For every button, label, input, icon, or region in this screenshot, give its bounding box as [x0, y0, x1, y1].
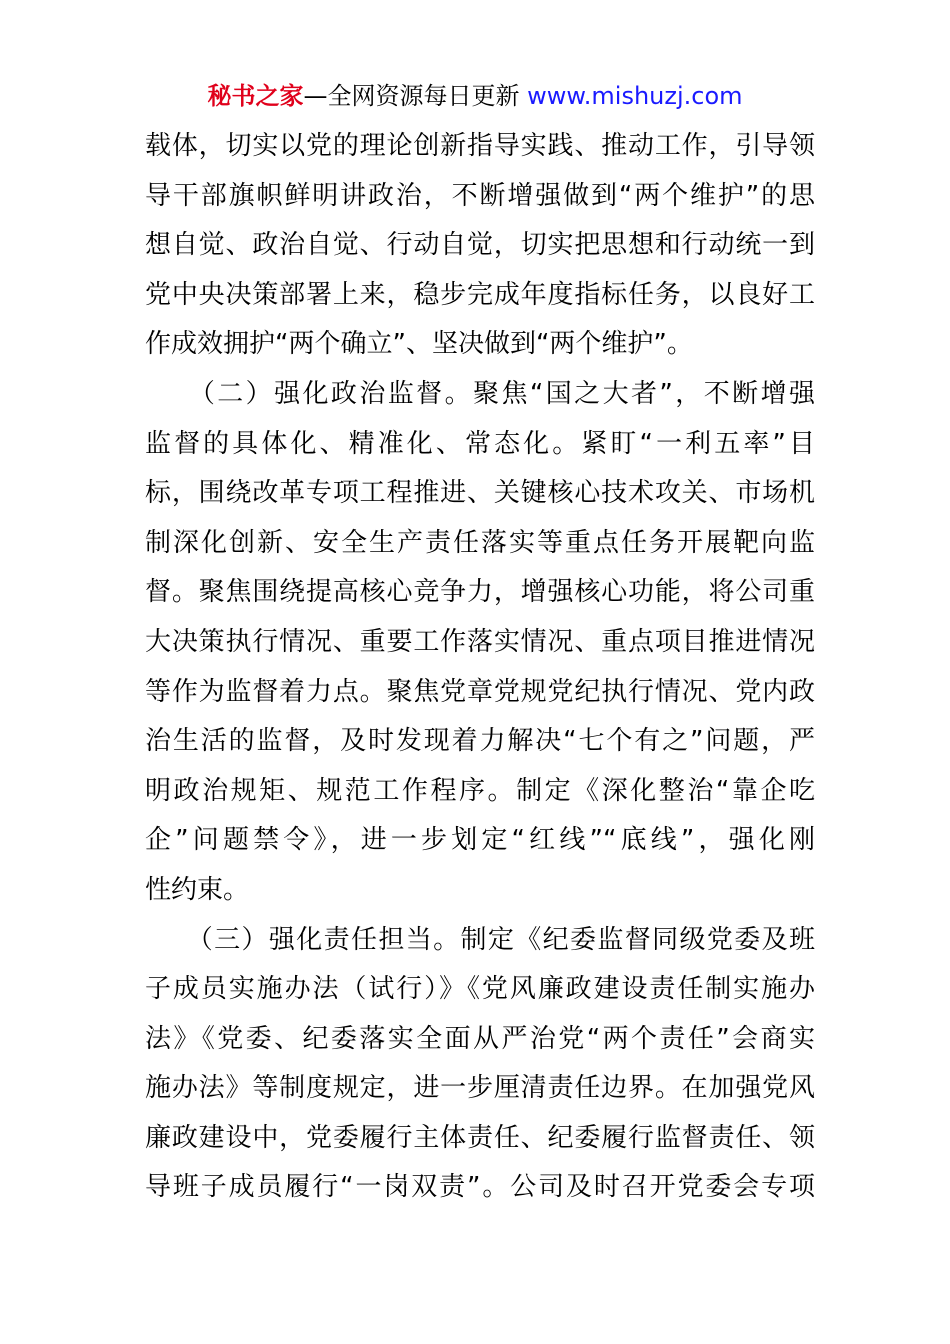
text-line: 作成效拥护“两个确立”、坚决做到“两个维护”。	[145, 329, 693, 360]
text-line: 督。聚焦围绕提高核心竞争力，增强核心功能，将公司重	[145, 577, 815, 608]
text-line: 载体，切实以党的理论创新指导实践、推动工作，引导领	[145, 131, 815, 161]
site-brand: 秘书之家	[207, 82, 304, 110]
site-header	[0, 80, 950, 112]
text-line: 法》《党委、纪委落实全面从严治党“两个责任”会商实	[145, 1023, 815, 1054]
text-line: 制深化创新、安全生产责任落实等重点任务开展靶向监	[145, 527, 815, 558]
text-line: （二）强化政治监督。聚焦“国之大者”，不断增强	[145, 378, 815, 409]
document-body	[145, 122, 815, 1213]
site-tagline: —全网资源每日更新	[303, 82, 528, 110]
text-line: （三）强化责任担当。制定《纪委监督同级党委及班	[145, 924, 815, 955]
text-line: 性约束。	[145, 874, 250, 905]
text-line: 等作为监督着力点。聚焦党章党规党纪执行情况、党内政	[145, 676, 815, 707]
site-url-link[interactable]: www.mishuzj.com	[527, 82, 743, 110]
text-line: 企”问题禁令》，进一步划定“红线”“底线”，强化刚	[145, 825, 815, 856]
text-line: 施办法》等制度规定，进一步厘清责任边界。在加强党风	[145, 1073, 815, 1104]
text-line: 导干部旗帜鲜明讲政治，不断增强做到“两个维护”的思	[145, 180, 815, 211]
text-line: 标，围绕改革专项工程推进、关键核心技术攻关、市场机	[145, 478, 815, 509]
text-line: 大决策执行情况、重要工作落实情况、重点项目推进情况	[145, 626, 815, 657]
text-line: 治生活的监督，及时发现着力解决“七个有之”问题，严	[145, 726, 815, 757]
text-line: 党中央决策部署上来，稳步完成年度指标任务，以良好工	[145, 279, 815, 310]
text-line: 监督的具体化、精准化、常态化。紧盯“一利五率”目	[145, 428, 815, 459]
text-line: 廉政建设中，党委履行主体责任、纪委履行监督责任、领	[145, 1122, 815, 1153]
text-line: 明政治规矩、规范工作程序。制定《深化整治“靠企吃	[145, 775, 815, 806]
text-line: 想自觉、政治自觉、行动自觉，切实把思想和行动统一到	[145, 230, 815, 261]
text-line: 导班子成员履行“一岗双责”。公司及时召开党委会专项	[145, 1172, 815, 1203]
text-line: 子成员实施办法（试行）》《党风廉政建设责任制实施办	[145, 974, 815, 1005]
